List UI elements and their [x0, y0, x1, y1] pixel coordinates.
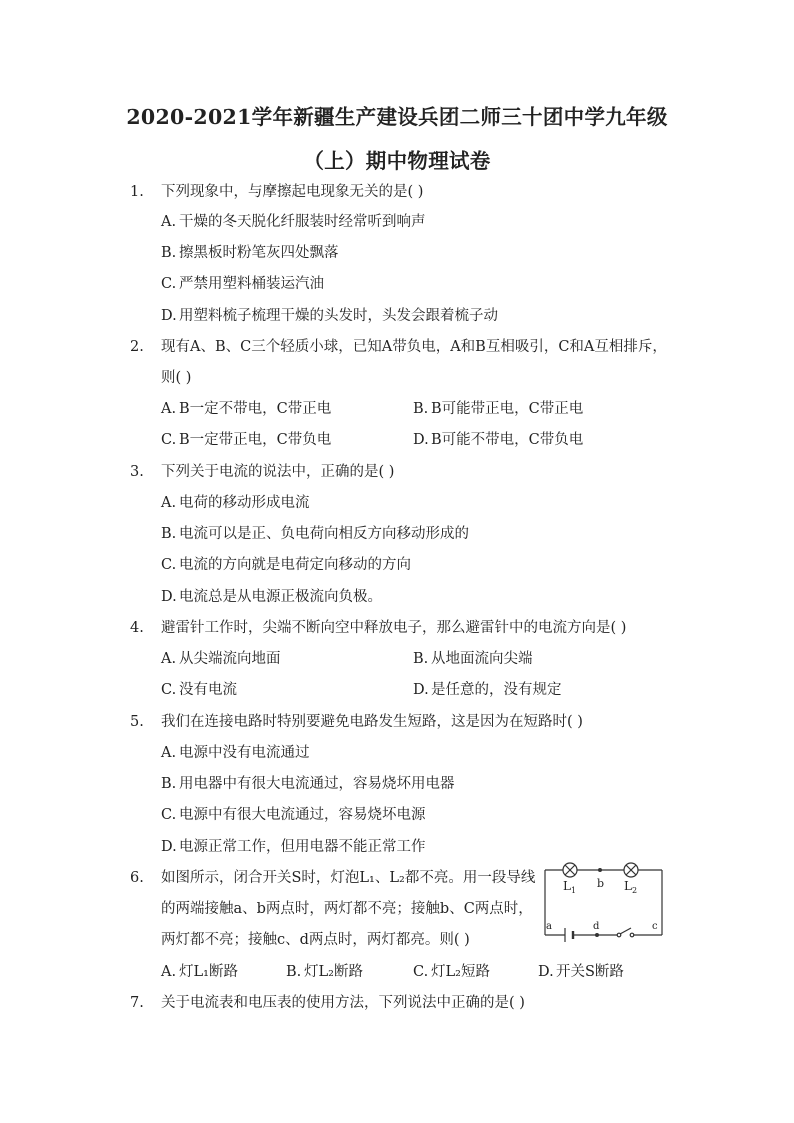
label-l1: $L_1$	[563, 879, 577, 895]
question-number: 6.	[130, 870, 144, 886]
option-text: 从地面流向尖端	[431, 651, 533, 667]
option-label: A.	[161, 745, 177, 761]
question-stem: 现有A、B、C三个轻质小球，已知A带负电，A和B互相吸引，C和A互相排斥，	[161, 339, 667, 355]
option-label: C.	[413, 964, 429, 980]
option-c	[161, 430, 331, 450]
junction-b	[598, 868, 602, 872]
question-number: 5.	[130, 714, 144, 730]
option-text: 从尖端流向地面	[179, 651, 281, 667]
option-b	[413, 399, 583, 419]
option-text: B一定带正电，C带负电	[179, 432, 332, 448]
option-label: D.	[538, 964, 554, 980]
question-stem: 如图所示，闭合开关S时，灯泡L₁、L₂都不亮。用一段导线	[161, 870, 536, 886]
option-text: B一定不带电，C带正电	[179, 401, 332, 417]
option-label: B.	[286, 964, 302, 980]
question-number: 4.	[130, 620, 144, 636]
option-label: A.	[161, 964, 177, 980]
option-c	[413, 962, 490, 982]
question-number: 3.	[130, 464, 144, 480]
option-text: 没有电流	[179, 682, 237, 698]
option-text: 灯L₂短路	[431, 964, 490, 980]
option-label: A.	[161, 401, 177, 417]
label-c: c	[652, 921, 658, 932]
option-a	[161, 743, 310, 763]
option-b	[161, 774, 455, 794]
option-b	[161, 524, 469, 544]
option-text: 用塑料梳子梳理干燥的头发时，头发会跟着梳子动	[179, 308, 498, 324]
option-label: B.	[161, 526, 177, 542]
option-a	[161, 212, 426, 232]
question-stem: 关于电流表和电压表的使用方法，下列说法中正确的是( )	[161, 995, 525, 1011]
option-text: 电流的方向就是电荷定向移动的方向	[179, 557, 411, 573]
option-d	[161, 837, 426, 857]
option-label: D.	[413, 432, 429, 448]
option-b	[413, 649, 533, 669]
option-text: 干燥的冬天脱化纤服装时经常听到响声	[179, 214, 426, 230]
option-a	[161, 962, 238, 982]
circuit-diagram	[540, 858, 670, 942]
option-d	[161, 306, 498, 326]
option-c	[161, 680, 237, 700]
question-stem-line2: 的两端接触a、b两点时，两灯都不亮；接触b、C两点时，	[161, 901, 533, 917]
question-stem: 避雷针工作时，尖端不断向空中释放电子，那么避雷针中的电流方向是( )	[161, 620, 627, 636]
option-c	[161, 805, 426, 825]
option-text: 是任意的，没有规定	[431, 682, 562, 698]
option-text: 灯L₁断路	[179, 964, 238, 980]
option-label: D.	[413, 682, 429, 698]
option-text: 电流总是从电源正极流向负极。	[179, 589, 382, 605]
option-label: C.	[161, 682, 177, 698]
exam-title-line1: 2020-2021学年新疆生产建设兵团二师三十团中学九年级	[126, 105, 668, 129]
option-label: C.	[161, 807, 177, 823]
question-stem: 下列现象中，与摩擦起电现象无关的是( )	[161, 184, 424, 200]
option-d	[413, 430, 583, 450]
option-text: 用电器中有很大电流通过，容易烧坏用电器	[179, 776, 455, 792]
option-d	[413, 680, 562, 700]
option-text: 擦黑板时粉笔灰四处飘落	[179, 245, 339, 261]
switch-icon	[617, 928, 634, 937]
option-label: C.	[161, 276, 177, 292]
option-label: C.	[161, 432, 177, 448]
question-number: 7.	[130, 995, 144, 1011]
question-stem: 下列关于电流的说法中，正确的是( )	[161, 464, 395, 480]
option-text: 电源正常工作，但用电器不能正常工作	[179, 839, 426, 855]
option-text: B可能带正电，C带正电	[431, 401, 584, 417]
option-label: C.	[161, 557, 177, 573]
label-l2: $L_2$	[624, 879, 638, 895]
option-text: 灯L₂断路	[304, 964, 363, 980]
option-label: D.	[161, 308, 177, 324]
question-number: 2.	[130, 339, 144, 355]
option-text: 电源中有很大电流通过，容易烧坏电源	[179, 807, 426, 823]
question-stem: 我们在连接电路时特别要避免电路发生短路，这是因为在短路时( )	[161, 714, 583, 730]
option-text: 开关S断路	[556, 964, 624, 980]
junction-d	[595, 933, 599, 937]
option-label: A.	[161, 214, 177, 230]
label-b: b	[597, 877, 605, 890]
option-text: 严禁用塑料桶装运汽油	[179, 276, 324, 292]
option-a	[161, 649, 281, 669]
option-label: D.	[161, 839, 177, 855]
option-a	[161, 493, 310, 513]
option-label: A.	[161, 651, 177, 667]
label-a: a	[546, 921, 552, 932]
option-a	[161, 399, 331, 419]
lamp-l2-icon	[624, 863, 638, 877]
option-c	[161, 555, 411, 575]
lamp-l1-icon	[563, 863, 577, 877]
option-text: 电源中没有电流通过	[179, 745, 310, 761]
option-label: B.	[161, 776, 177, 792]
option-label: B.	[161, 245, 177, 261]
option-label: D.	[161, 589, 177, 605]
question-stem-line3: 两灯都不亮；接触c、d两点时，两灯都亮。则( )	[161, 932, 470, 948]
option-d	[538, 962, 624, 982]
option-d	[161, 587, 382, 607]
option-b	[161, 243, 339, 263]
option-label: B.	[413, 401, 429, 417]
option-text: 电荷的移动形成电流	[179, 495, 310, 511]
option-text: 电流可以是正、负电荷向相反方向移动形成的	[179, 526, 469, 542]
exam-title-line2: （上）期中物理试卷	[303, 149, 491, 173]
label-d: d	[593, 921, 600, 932]
option-label: A.	[161, 495, 177, 511]
option-c	[161, 274, 324, 294]
question-number: 1.	[130, 184, 144, 200]
option-text: B可能不带电，C带负电	[431, 432, 584, 448]
battery-icon	[565, 928, 573, 942]
option-label: B.	[413, 651, 429, 667]
question-stem-continued: 则( )	[161, 370, 192, 386]
option-b	[286, 962, 363, 982]
